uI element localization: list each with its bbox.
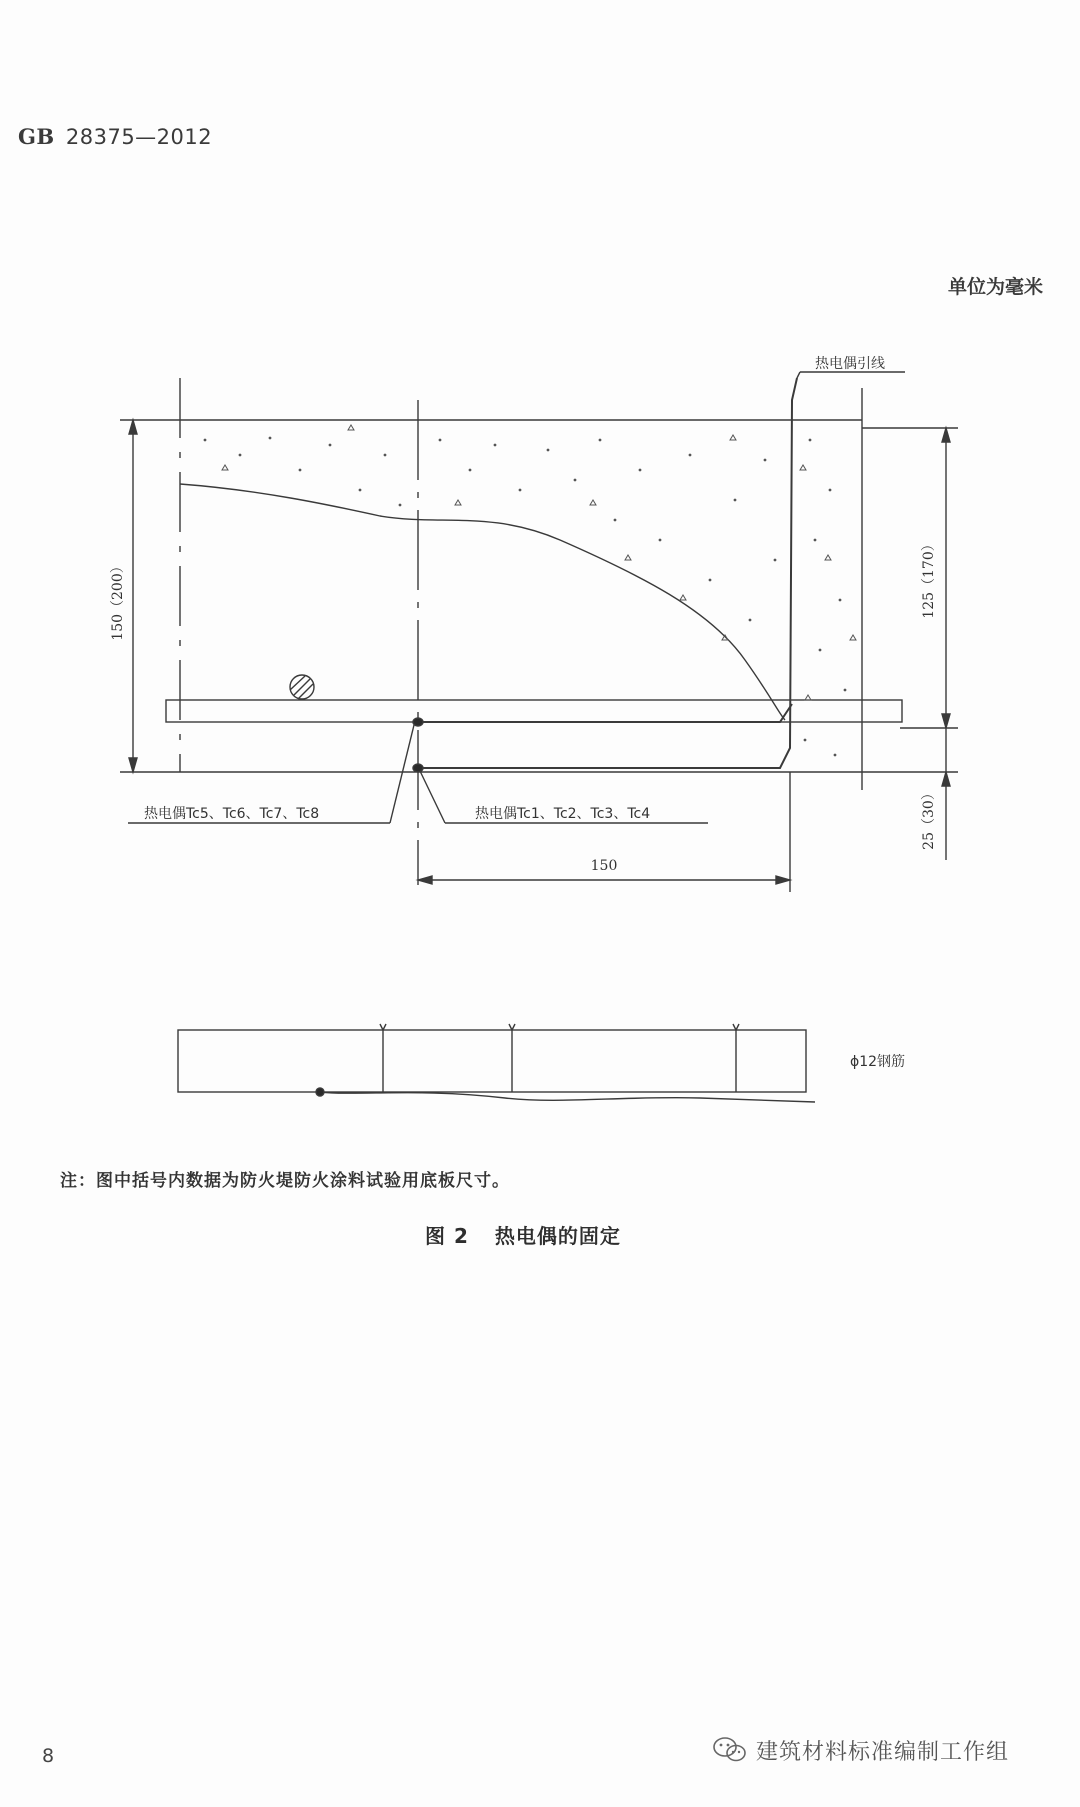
rebar-label: ϕ12钢筋 xyxy=(850,1054,906,1070)
dim-right-upper-label: 125（170） xyxy=(921,537,937,619)
unit-note: 单位为毫米 xyxy=(948,276,1044,298)
page-number: 8 xyxy=(42,1745,55,1767)
thermocouple-wire-lower xyxy=(418,378,797,768)
thermocouple-wire-upper xyxy=(418,704,792,722)
standard-number: 28375—2012 xyxy=(65,125,213,149)
tc-right-leader xyxy=(420,771,445,823)
watermark-text: 建筑材料标准编制工作组 xyxy=(756,1739,1010,1765)
concrete-profile-curve xyxy=(180,484,785,720)
wechat-icon xyxy=(712,1736,748,1764)
concrete-aggregate-triangles xyxy=(222,425,856,700)
standard-prefix: GB xyxy=(18,124,55,149)
watermark xyxy=(712,1734,1009,1766)
tc-left-label: 热电偶Tc5、Tc6、Tc7、Tc8 xyxy=(144,806,320,822)
lead-label: 热电偶引线 xyxy=(815,356,885,372)
thermocouple-junction-upper xyxy=(413,718,423,726)
dim-left-label: 150（200） xyxy=(110,559,126,641)
dim-right-lower-label: 25（30） xyxy=(921,786,937,850)
thermocouple-wire-elevation xyxy=(320,1092,815,1102)
figure-number: 图 2 xyxy=(425,1224,469,1248)
figure-title: 热电偶的固定 xyxy=(494,1224,621,1248)
figure-caption xyxy=(425,1220,621,1249)
steel-plate xyxy=(166,700,902,722)
rebar-elevation-box xyxy=(178,1030,806,1092)
figure-note: 注：图中括号内数据为防火堤防火涂料试验用底板尺寸。 xyxy=(60,1171,510,1191)
lead-leader-line xyxy=(797,372,800,378)
dim-bottom-label: 150 xyxy=(590,858,618,874)
tc-right-label: 热电偶Tc1、Tc2、Tc3、Tc4 xyxy=(475,806,651,822)
concrete-aggregate xyxy=(204,437,847,757)
thermocouple-point-elevation xyxy=(316,1088,324,1096)
tc-left-leader xyxy=(390,725,414,823)
thermocouple-junction-lower xyxy=(413,764,423,772)
